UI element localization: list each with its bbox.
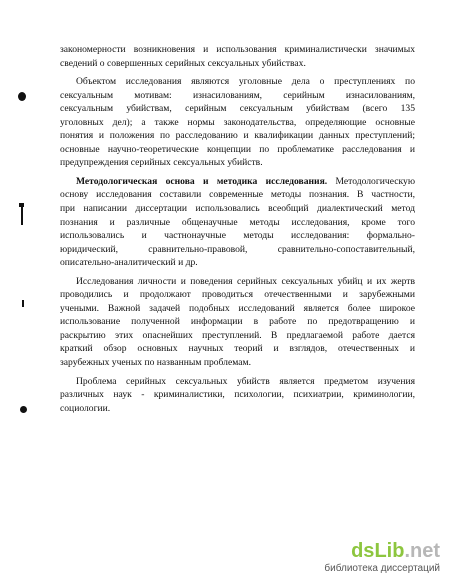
scan-mark [20,406,27,413]
text-line: уголовных дел); а также нормы законодательства, определяющие основные [60,116,415,128]
text-line: использование полученной информации в работе по предотвращению и [60,316,415,328]
text-line: краткий обзор основных научных теорий и взглядов, отечественных и [60,343,415,355]
text-line: при написании диссертации использовались всеобщий диалектический метод [60,203,415,215]
text-line: использовались и частнонаучные методы исследования: формально- [60,230,415,242]
dslib-watermark [324,540,440,574]
paragraph [60,275,415,370]
text-line: социологии. [60,402,111,414]
logo-net: .net [404,540,440,562]
text-line: основные научно-теоретические концепции по проблематике расследования и [60,143,415,155]
text-line: понятия и положения по расследованию и квалификации данных преступлений; [60,130,415,142]
text-line: учеными. Важной задачей подобных исследований является более широкое [60,302,415,314]
text-line: основу исследования составили современные методы познания. В частности, [60,189,415,201]
paragraph [60,375,415,416]
logo-ds: ds [351,540,375,562]
text-line: различных наук - криминалистики, психологии, психиатрии, криминологии, [60,389,415,401]
text-line: Исследования личности и поведения серийных сексуальных убийц и их жертв [76,275,415,287]
text-line: закономерности возникновения и использования криминалистически значимых [60,44,415,55]
paragraph [60,43,415,70]
scan-mark [21,207,23,225]
section-heading: Методологическая основа и методика исследования. [76,175,328,187]
text-line: зарубежных ученых по названным проблемам. [60,357,251,369]
text-line: Проблема серийных сексуальных убийств является предметом изучения [76,375,415,387]
text-line [60,175,415,189]
watermark-subtitle: библиотека диссертаций [324,563,440,574]
text-line: раскрытию этих опаснейших преступлений. В предлагаемой работе дается [60,329,415,341]
scan-mark [22,300,24,307]
text-line: сведений о совершенных серийных сексуальных убийствах. [60,57,306,69]
text-line: Объектом исследования являются уголовные дела о преступлениях по [76,76,415,88]
text-line: сексуальным мотивам: изнасилованиям, серийным изнасилованиям, [60,89,415,101]
text-line: предупреждения серийных сексуальных убийств. [60,157,263,169]
scan-mark [18,92,26,101]
text-line: познания и различные общенаучные методы исследования, кроме того [60,216,415,228]
logo-lib: Lib [374,540,405,562]
text-line: юридический, сравнительно-правовой, сравнительно-сопоставительный, [60,243,415,255]
text-fragment: Методологическую [327,175,415,187]
document-body [60,43,415,420]
paragraph [60,75,415,170]
paragraph [60,175,415,270]
text-line: описательно-аналитический и др. [60,257,198,269]
text-line: сексуальным убийствам, серийным сексуальным убийствам (всего 135 [60,103,415,115]
text-line: проводились и продолжают проводиться отечественными и зарубежными [60,289,415,301]
dslib-logo [351,540,440,563]
